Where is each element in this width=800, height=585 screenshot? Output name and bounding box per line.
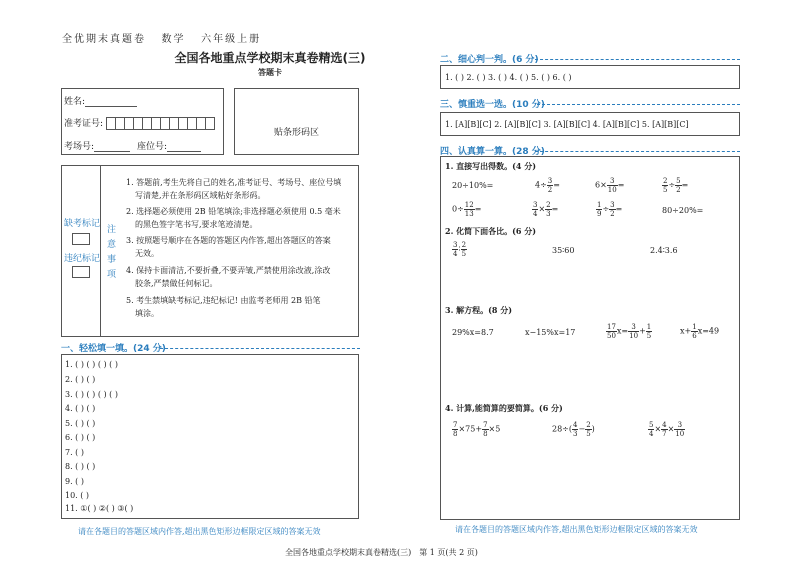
violation-mark-box[interactable] bbox=[72, 266, 90, 278]
fill-row[interactable]: 5. ( ) ( ) bbox=[65, 419, 96, 428]
expr-1d: $\frac{2}{5}$ ÷ $\frac{5}{2}$ = bbox=[663, 177, 689, 194]
calc-a: $\frac{7}{8}$ ×75+ $\frac{7}{8}$ ×5 bbox=[453, 421, 501, 438]
fill-row[interactable]: 11. ①( ) ②( ) ③( ) bbox=[65, 504, 134, 513]
section-1-box bbox=[61, 354, 359, 519]
expr-1g: $\frac{1}{9}$ ÷ $\frac{3}{2}$ = bbox=[597, 201, 623, 218]
section-3-title: 三、慎重选一选。(10 分) bbox=[440, 100, 545, 110]
equation-d: x+ $\frac{1}{6}$ x=49 bbox=[680, 323, 720, 340]
fill-row[interactable]: 1. ( ) ( ) ( ) ( ) bbox=[65, 360, 118, 369]
seat-underline bbox=[167, 151, 201, 152]
expr-1h: 80÷20%= bbox=[662, 206, 704, 215]
note-line: 无效。 bbox=[135, 249, 159, 258]
series-name: 全优期末真题卷 bbox=[62, 34, 146, 45]
question-2-title: 2. 化简下面各比。(6 分) bbox=[445, 226, 537, 236]
notice-char-2: 意 bbox=[107, 240, 117, 250]
note-line: 5. 考生禁填缺考标记,违纪标记! 由监考老师用 2B 铅笔 bbox=[126, 296, 321, 305]
room-underline bbox=[94, 151, 130, 152]
note-line: 2. 选择题必须使用 2B 铅笔填涂;非选择题必须使用 0.5 毫米 bbox=[126, 207, 341, 216]
name-label: 姓名: bbox=[64, 97, 86, 107]
calc-c: $\frac{5}{4}$ × $\frac{4}{7}$ × $\frac{3}{10}$ bbox=[649, 421, 685, 438]
note-line: 写清楚,并在条形码区域粘好条形码。 bbox=[135, 191, 266, 200]
note-line: 填涂。 bbox=[135, 309, 159, 318]
note-line: 的黑色签字笔书写,要求笔迹清楚。 bbox=[135, 220, 258, 229]
seat-label: 座位号: bbox=[137, 142, 168, 152]
page-subtitle: 答题卡 bbox=[258, 68, 282, 77]
violation-mark-label: 违纪标记 bbox=[64, 254, 101, 264]
warning-left: 请在各题目的答题区域内作答,超出黑色矩形边框限定区域的答案无效 bbox=[78, 527, 321, 536]
expr-1e: 0÷ $\frac{12}{13}$ = bbox=[452, 201, 482, 218]
expr-1f: $\frac{3}{4}$ × $\frac{2}{3}$ = bbox=[533, 201, 559, 218]
expr-1b: 4÷ $\frac{3}{2}$ = bbox=[535, 177, 560, 194]
absent-mark-box[interactable] bbox=[72, 233, 90, 245]
calc-b: 28÷( $\frac{4}{3}$ − $\frac{2}{5}$ ) bbox=[552, 421, 595, 438]
section-2-rule bbox=[535, 59, 740, 60]
fill-row[interactable]: 7. ( ) bbox=[65, 448, 84, 457]
section-4-rule bbox=[535, 151, 740, 152]
notice-char-1: 注 bbox=[107, 225, 117, 235]
fill-row[interactable]: 4. ( ) ( ) bbox=[65, 404, 96, 413]
notice-char-3: 事 bbox=[107, 255, 117, 265]
section-3-rule bbox=[537, 104, 740, 105]
seat-field[interactable] bbox=[137, 139, 201, 152]
absent-mark-label: 缺考标记 bbox=[64, 219, 101, 229]
fill-row[interactable]: 2. ( ) ( ) bbox=[65, 375, 96, 384]
fill-row[interactable]: 6. ( ) ( ) bbox=[65, 433, 96, 442]
question-3-title: 3. 解方程。(8 分) bbox=[445, 305, 513, 315]
fill-row[interactable]: 3. ( ) ( ) ( ) ( ) bbox=[65, 390, 118, 399]
barcode-label: 贴条形码区 bbox=[273, 128, 319, 138]
choice-row[interactable]: 1. [A][B][C] 2. [A][B][C] 3. [A][B][C] 4. [A][B][C] 5. [A][B][C] bbox=[445, 120, 689, 129]
grade: 六年级上册 bbox=[201, 34, 262, 45]
note-line: 1. 答题前,考生先将自己的姓名,准考证号、考场号、座位号填 bbox=[126, 178, 342, 187]
exam-number-label: 准考证号: bbox=[64, 119, 104, 129]
fill-row[interactable]: 8. ( ) ( ) bbox=[65, 462, 96, 471]
page-title: 全国各地重点学校期末真卷精选(三) bbox=[174, 51, 366, 65]
name-field[interactable] bbox=[64, 94, 137, 107]
room-field[interactable] bbox=[64, 139, 130, 152]
barcode-box bbox=[234, 88, 359, 155]
header-series bbox=[62, 30, 261, 45]
section-4-title: 四、认真算一算。(28 分) bbox=[440, 147, 545, 157]
note-line: 4. 保持卡面清洁,不要折叠,不要弄皱,严禁使用涂改液,涂改 bbox=[126, 266, 331, 275]
section-2-title: 二、细心判一判。(6 分) bbox=[440, 55, 539, 65]
page-footer: 全国各地重点学校期末真卷精选(三) 第 1 页(共 2 页) bbox=[285, 548, 478, 557]
question-4-title: 4. 计算,能简算的要简算。(6 分) bbox=[445, 403, 563, 413]
subject: 数学 bbox=[161, 34, 186, 45]
note-line: 胶条,严禁做任何标记。 bbox=[135, 279, 218, 288]
ratio-b: 35∶60 bbox=[552, 246, 575, 255]
warning-right: 请在各题目的答题区域内作答,超出黑色矩形边框限定区域的答案无效 bbox=[455, 525, 698, 534]
section-1-title: 一、轻松填一填。(24 分) bbox=[61, 344, 166, 354]
equation-a: 29%x=8.7 bbox=[452, 328, 494, 337]
question-1-title: 1. 直接写出得数。(4 分) bbox=[445, 161, 537, 171]
equation-b: x−15%x=17 bbox=[525, 328, 576, 337]
name-underline bbox=[85, 106, 137, 107]
note-line: 3. 按照题号顺序在各题的答题区内作答,超出答题区的答案 bbox=[126, 236, 331, 245]
ratio-a: $\frac{3}{4}$ ∶ $\frac{2}{5}$ bbox=[453, 241, 467, 258]
judge-row[interactable]: 1. ( ) 2. ( ) 3. ( ) 4. ( ) 5. ( ) 6. ( ) bbox=[445, 73, 572, 82]
ratio-c: 2.4∶3.6 bbox=[650, 246, 678, 255]
exam-number-boxes bbox=[106, 119, 214, 129]
room-label: 考场号: bbox=[64, 142, 95, 152]
expr-1c: 6× $\frac{3}{10}$ = bbox=[595, 177, 625, 194]
fill-row[interactable]: 9. ( ) bbox=[65, 477, 84, 486]
notice-char-4: 项 bbox=[107, 270, 117, 280]
section-1-rule bbox=[160, 348, 360, 349]
fill-row[interactable]: 10. ( ) bbox=[65, 491, 90, 500]
expr-1a: 20÷10%= bbox=[452, 181, 494, 190]
exam-number-field[interactable] bbox=[64, 116, 214, 130]
equation-c: $\frac{17}{50}$ x= $\frac{3}{10}$ + $\frac{1}{5}$ bbox=[607, 323, 652, 340]
